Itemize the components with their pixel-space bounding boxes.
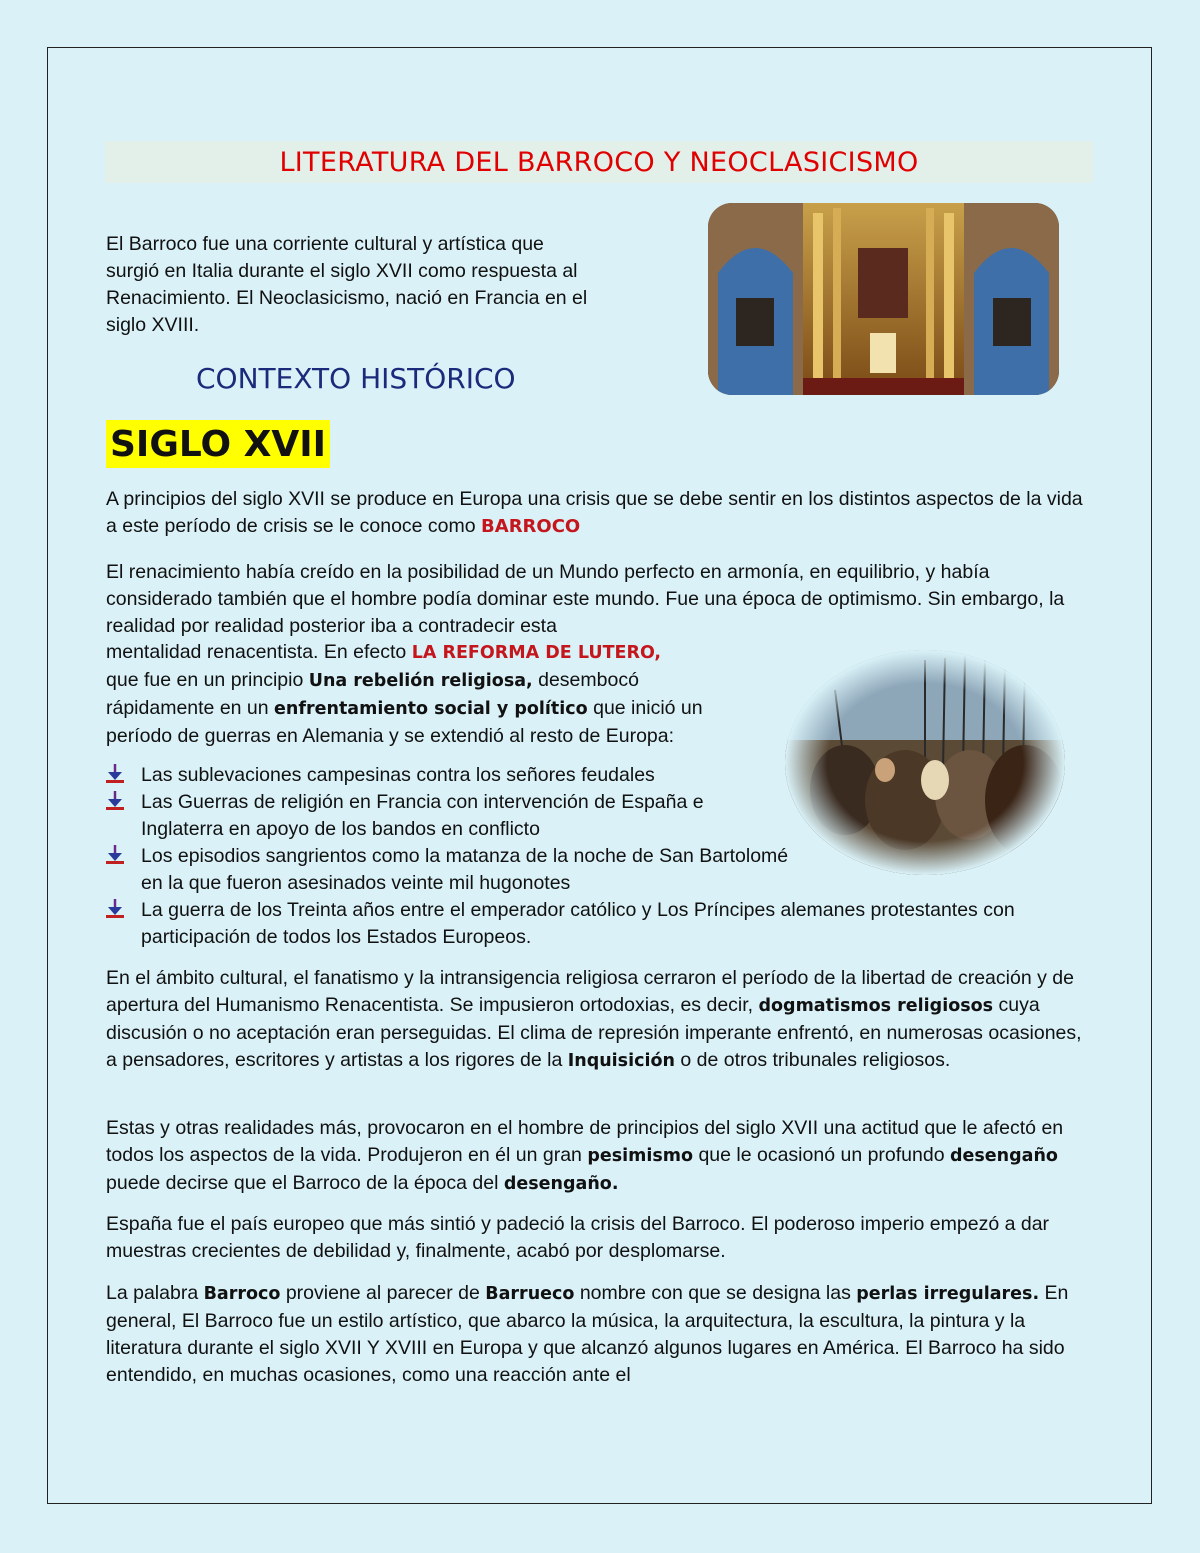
century-heading: SIGLO XVII <box>106 420 330 468</box>
arrow-bullet-icon <box>106 899 124 919</box>
arrow-bullet-icon <box>106 845 124 865</box>
document-title: LITERATURA DEL BARROCO Y NEOCLASICISMO <box>105 141 1093 183</box>
list-item: Las sublevaciones campesinas contra los señores feudales <box>106 762 781 789</box>
paragraph-etymology: La palabra Barroco proviene al parecer de Barrueco nombre con que se designa las perlas irregulares. En general, El Barroco fue un estilo artístico, que abarco la música, la arquitectura, la escultura, la pintura y la literatura durante el siglo XVII Y XVIII en Europa y que alcanzó algunos lugares en América. El Barroco ha sido entendido, en muchas ocasiones, como una reacción ante el <box>106 1282 1069 1386</box>
arrow-bullet-icon <box>106 764 124 784</box>
list-item: Las Guerras de religión en Francia con intervención de España e Inglaterra en apoyo de los bandos en conflicto <box>106 789 761 843</box>
paragraph-spain: España fue el país europeo que más sintió y padeció la crisis del Barroco. El poderoso imperio empezó a dar muestras crecientes de debilidad y, finalmente, acabó por desplomarse. <box>106 1213 1050 1262</box>
list-item: Los episodios sangrientos como la matanza de la noche de San Bartolomé en la que fueron asesinados veinte mil hugonotes <box>106 843 791 897</box>
paragraph-renaissance: El renacimiento había creído en la posibilidad de un Mundo perfecto en armonía, en equilibrio, y había considerado también que el hombre podía dominar este mundo. Fue una época de optimismo. Sin embargo, la realidad por realidad posterior iba a contradecir esta <box>106 561 1065 637</box>
paragraph-pessimism: Estas y otras realidades más, provocaron en el hombre de principios del siglo XVII una actitud que le afectó en todos los aspectos de la vida. Produjeron en él un gran pesimismo que le ocasionó un profundo desengaño puede decirse que el Barroco de la época del desengaño. <box>106 1117 1064 1194</box>
intro-paragraph: El Barroco fue una corriente cultural y artística que surgió en Italia durante el siglo XVII como respuesta al Renacimiento. El Neoclasicismo, nació en Francia en el siglo XVIII. <box>106 233 588 336</box>
conflicts-list <box>106 762 1121 951</box>
paragraph-crisis: A principios del siglo XVII se produce en Europa una crisis que se debe sentir en los distintos aspectos de la vida a este período de crisis se le conoce como BARROCO <box>106 488 1083 537</box>
baroque-altar-image <box>708 203 1059 395</box>
paragraph-reformation: mentalidad renacentista. En efecto LA REFORMA DE LUTERO, que fue en un principio Una rebelión religiosa, desembocó rápidamente en un enfrentamiento social y político que inició un período de guerras en Alemania y se extendió al resto de Europa: <box>106 641 703 747</box>
list-item: La guerra de los Treinta años entre el emperador católico y Los Príncipes alemanes protestantes con participación de todos los Estados Europeos. <box>106 897 1121 951</box>
arrow-bullet-icon <box>106 791 124 811</box>
paragraph-culture: En el ámbito cultural, el fanatismo y la intransigencia religiosa cerraron el período de la libertad de creación y de apertura del Humanismo Renacentista. Se impusieron ortodoxias, es decir, dogmatismos religiosos cuya discusión o no aceptación eran perseguidas. El clima de represión imperante enfrentó, en numerosas ocasiones, a pensadores, escritores y artistas a los rigores de la Inquisición o de otros tribunales religiosos. <box>106 967 1082 1071</box>
context-heading: CONTEXTO HISTÓRICO <box>196 362 516 395</box>
